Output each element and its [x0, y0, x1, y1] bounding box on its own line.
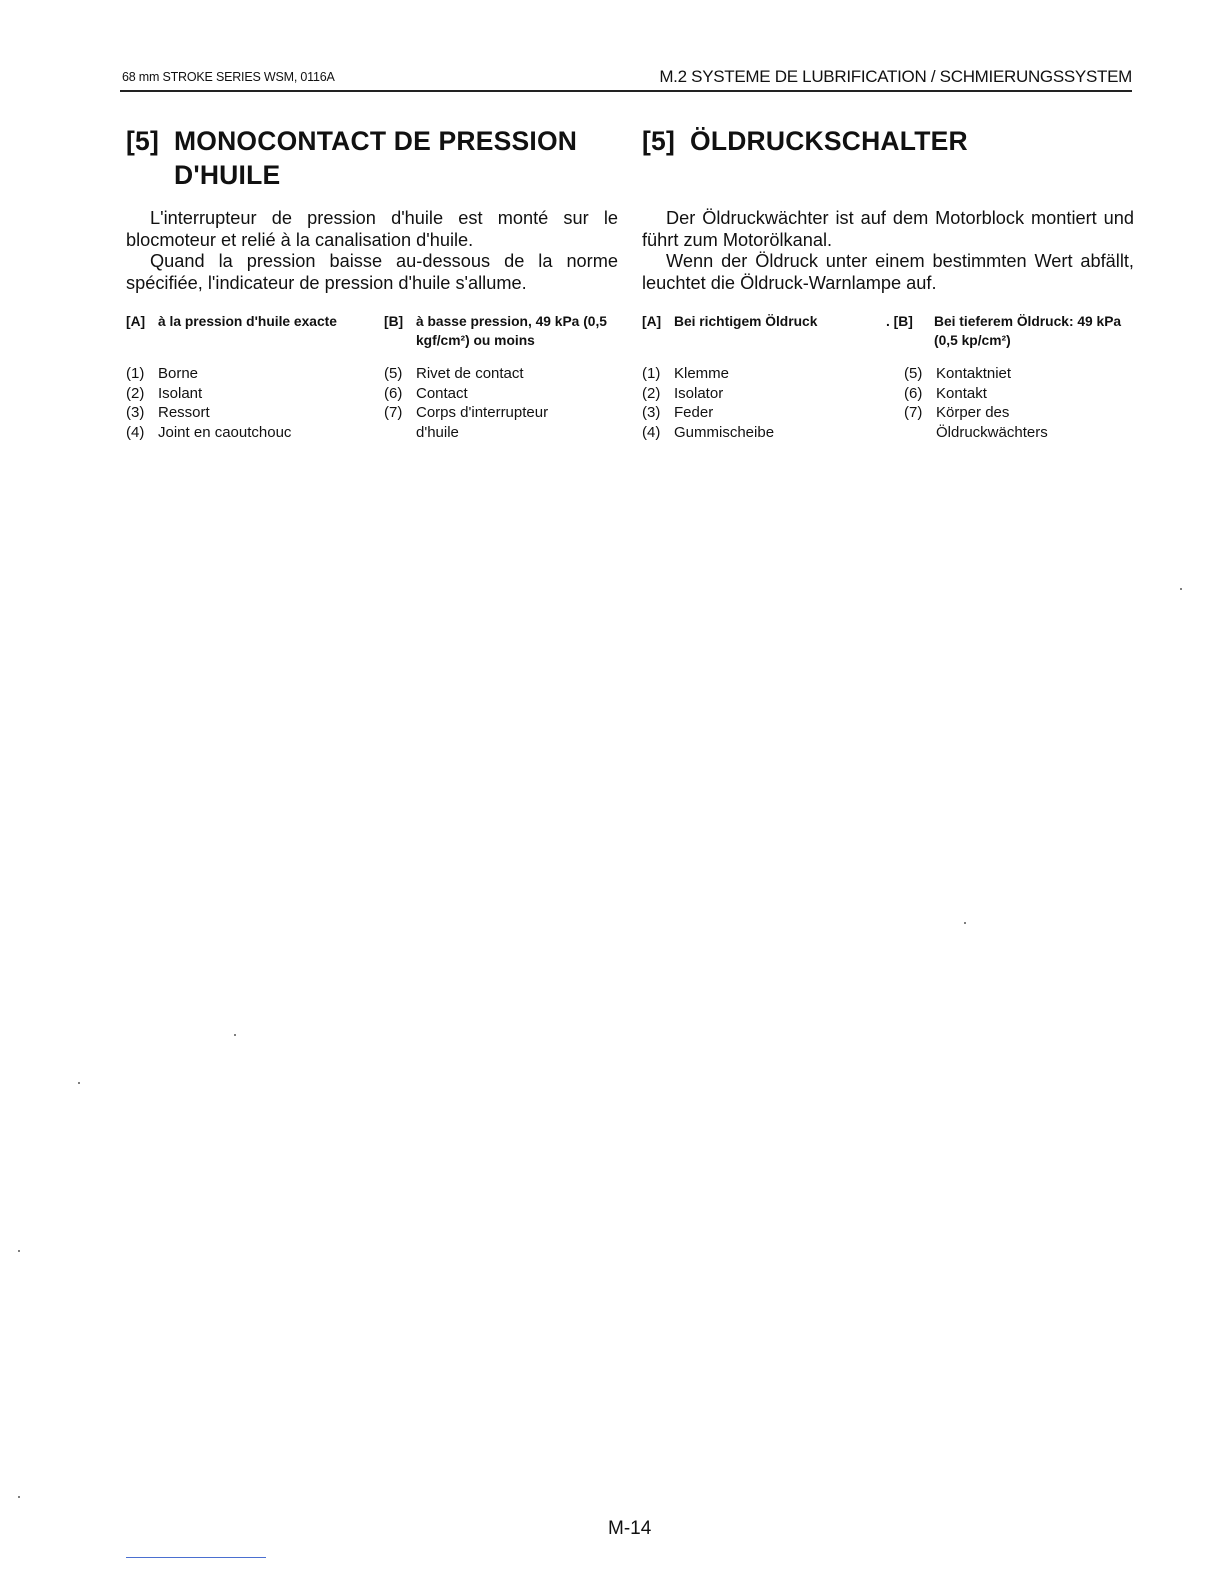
german-label-a-key: [A] — [642, 314, 662, 329]
scan-speck — [18, 1496, 20, 1498]
french-body — [126, 208, 618, 294]
list-item — [904, 364, 1104, 384]
footer-rule — [126, 1557, 266, 1558]
scan-speck — [18, 1250, 20, 1252]
french-label-b-text: à basse pression, 49 kPa (0,5 kgf/cm²) ou moins — [416, 314, 607, 348]
list-item — [384, 364, 584, 384]
legend-number: (5) — [384, 365, 403, 382]
legend-text: Klemme — [674, 365, 730, 382]
french-label-b — [384, 312, 616, 350]
german-paragraph-2: Wenn der Öldruck unter einem bestimmten Wert abfällt, leuchtet die Öldruck-Warnlampe auf. — [642, 251, 1134, 293]
legend-text: Ressort — [158, 404, 210, 422]
legend-number: (6) — [904, 384, 923, 402]
legend-number: (1) — [642, 365, 661, 382]
scan-speck — [78, 1082, 80, 1084]
header-series: 68 mm STROKE SERIES WSM, 0116A — [122, 70, 335, 84]
list-item — [126, 403, 366, 423]
list-item — [642, 423, 882, 443]
french-paragraph-2: Quand la pression baisse au-dessous de la norme spécifiée, l'indicateur de pression d'huile s'allume. — [126, 251, 618, 293]
page-number: M-14 — [608, 1518, 652, 1539]
scan-speck — [964, 922, 966, 924]
french-title-text: MONOCONTACT DE PRESSION D'HUILE — [174, 126, 578, 190]
legend-number: (7) — [904, 404, 923, 422]
german-label-a — [642, 312, 878, 331]
german-column — [642, 124, 1134, 448]
german-body — [642, 208, 1134, 294]
french-section-number: [5] — [126, 126, 159, 156]
legend-number: (2) — [126, 384, 145, 402]
legend-text: Rivet de contact — [416, 365, 524, 382]
french-legend-right — [384, 364, 584, 442]
german-section-title — [642, 124, 1134, 158]
legend-number: (4) — [126, 423, 145, 441]
german-title-text: ÖLDRUCKSCHALTER — [690, 126, 968, 156]
french-figure-labels — [126, 312, 618, 352]
german-label-a-text: Bei richtigem Öldruck — [674, 314, 818, 329]
page-header — [120, 66, 1132, 92]
legend-text: Isolator — [674, 384, 724, 402]
french-section-title — [126, 124, 618, 192]
list-item — [642, 403, 882, 423]
french-label-a — [126, 312, 362, 331]
legend-text: Feder — [674, 404, 714, 422]
french-label-b-key: [B] — [384, 314, 404, 329]
legend-number: (7) — [384, 404, 403, 422]
list-item — [126, 384, 366, 404]
legend-number: (6) — [384, 384, 403, 402]
legend-number: (5) — [904, 365, 923, 382]
german-legend-left — [642, 364, 882, 442]
french-paragraph-1: L'interrupteur de pression d'huile est monté sur le blocmoteur et relié à la canalisation d'huile. — [126, 208, 618, 250]
german-legend-right — [904, 364, 1104, 442]
french-label-a-key: [A] — [126, 314, 146, 329]
legend-text: Kontaktniet — [936, 365, 1012, 382]
german-section-number: [5] — [642, 126, 675, 156]
legend-number: (1) — [126, 365, 145, 382]
german-figure-labels — [642, 312, 1134, 352]
french-legend-left — [126, 364, 366, 442]
list-item — [384, 384, 584, 404]
scan-speck — [1180, 588, 1182, 590]
list-item — [904, 403, 1104, 442]
legend-text: Joint en caoutchouc — [158, 423, 292, 441]
legend-number: (3) — [642, 404, 661, 422]
list-item — [384, 403, 584, 442]
list-item — [904, 384, 1104, 404]
legend-text: Körper des Öldruckwächters — [936, 404, 1048, 441]
legend-number: (3) — [126, 404, 145, 422]
list-item — [642, 364, 882, 384]
german-label-b-text: Bei tieferem Öldruck: 49 kPa (0,5 kp/cm²) — [934, 314, 1122, 348]
legend-text: Isolant — [158, 384, 203, 402]
list-item — [642, 384, 882, 404]
legend-number: (4) — [642, 423, 661, 441]
legend-text: Kontakt — [936, 384, 987, 402]
legend-text: Contact — [416, 384, 468, 402]
french-legend — [126, 364, 618, 448]
list-item — [126, 364, 366, 384]
scan-speck — [234, 1034, 236, 1036]
german-paragraph-1: Der Öldruckwächter ist auf dem Motorblock montiert und führt zum Motorölkanal. — [642, 208, 1134, 250]
list-item — [126, 423, 366, 443]
legend-number: (2) — [642, 384, 661, 402]
legend-text: Borne — [158, 365, 199, 382]
french-label-a-text: à la pression d'huile exacte — [158, 314, 337, 329]
header-section-title: M.2 SYSTEME DE LUBRIFICATION / SCHMIERUNGSSYSTEM — [659, 67, 1132, 86]
german-label-b-key: . [B] — [886, 314, 913, 329]
legend-text: Corps d'interrupteur d'huile — [416, 404, 549, 441]
french-column — [126, 124, 618, 448]
german-label-b — [886, 312, 1126, 350]
legend-text: Gummischeibe — [674, 423, 775, 441]
german-legend — [642, 364, 1134, 448]
